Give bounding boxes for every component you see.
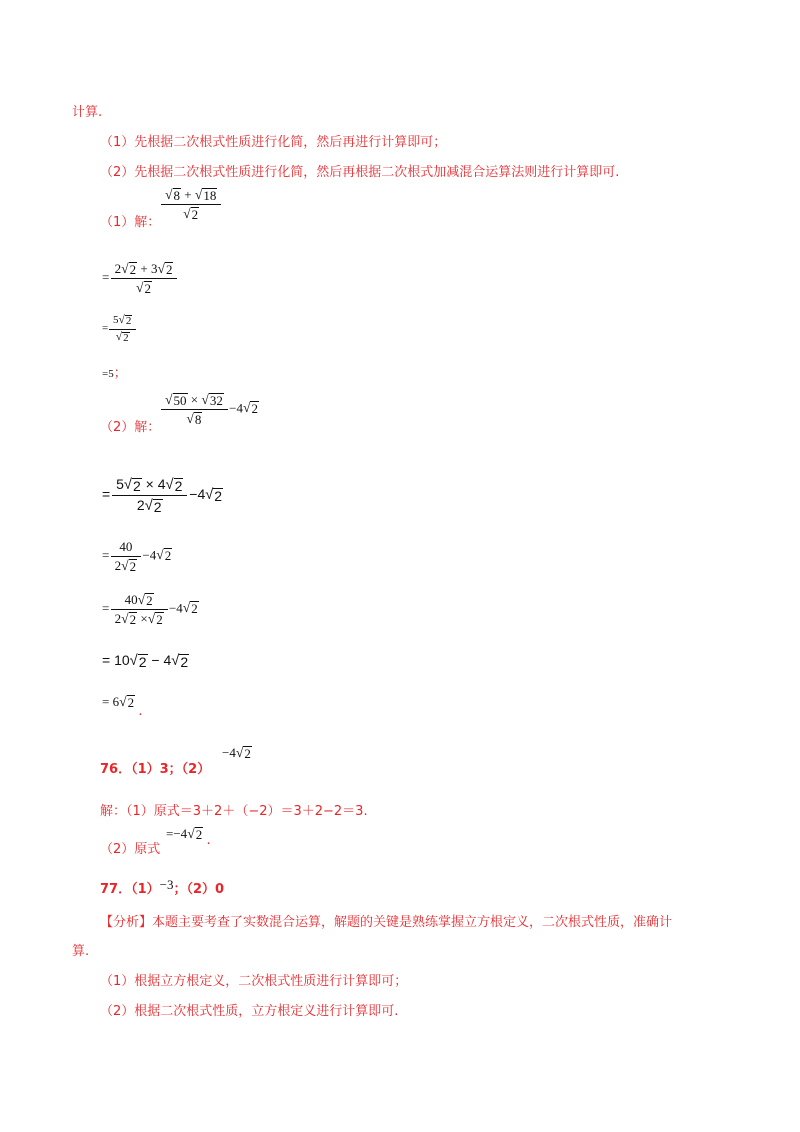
q76-solution2-expression: =−4 √ 2 . [166, 826, 211, 848]
analysis-hint-1: （1）根据立方根定义，二次根式性质进行计算即可； [100, 974, 408, 989]
q76-header: 76．（1）3；（2） [100, 762, 211, 777]
part2-step4: = 10 √ 2 − 4 √ 2 [102, 652, 189, 670]
q76-answer2: −4 √ 2 [222, 745, 251, 761]
intro-text: 计算. [72, 105, 103, 120]
analysis-line-2: 算. [72, 944, 90, 959]
q77-header: 77．（1）−3；（2）0 [100, 877, 225, 897]
part2-label: （2）解： [100, 420, 161, 435]
part1-expression: √ 8 + √ 18 √ 2 [163, 187, 219, 222]
analysis-hint-2: （2）根据二次根式性质，立方根定义进行计算即可. [100, 1004, 399, 1019]
part2-step1: = 5 √ 2 × 4 √ 2 2 √ 2 −4 √ 2 [102, 476, 223, 515]
part1-label: （1）解： [100, 215, 161, 230]
analysis-line-1: 【分析】本题主要考查了实数混合运算，解题的关键是熟练掌握立方根定义，二次根式性质，准确计 [100, 915, 673, 930]
part1-result: =5； [102, 366, 127, 381]
hint-2: （2）先根据二次根式性质进行化简，然后再根据二次根式加减混合运算法则进行计算即可. [100, 165, 620, 180]
part1-step2: = 5 √ 2 √ 2 [102, 314, 134, 344]
part2-step5: = 6 √ 2 . [102, 694, 143, 719]
q76-solution1: 解：（1）原式＝3＋2＋（−2）＝3＋2−2＝3. [100, 804, 368, 819]
q76-solution2-prefix: （2）原式 [100, 842, 161, 857]
part2-step2: = 40 2 √ 2 −4 √ 2 [102, 539, 172, 574]
hint-1: （1）先根据二次根式性质进行化简，然后再进行计算即可； [100, 135, 447, 150]
part1-step1: = 2 √ 2 + 3 √ 2 √ 2 [102, 261, 175, 296]
part2-step3: = 40 √ 2 2 √ 2 × √ 2 −4 √ 2 [102, 592, 198, 627]
part2-expression: √ 50 × √ 32 √ 8 −4 √ 2 [163, 392, 259, 427]
